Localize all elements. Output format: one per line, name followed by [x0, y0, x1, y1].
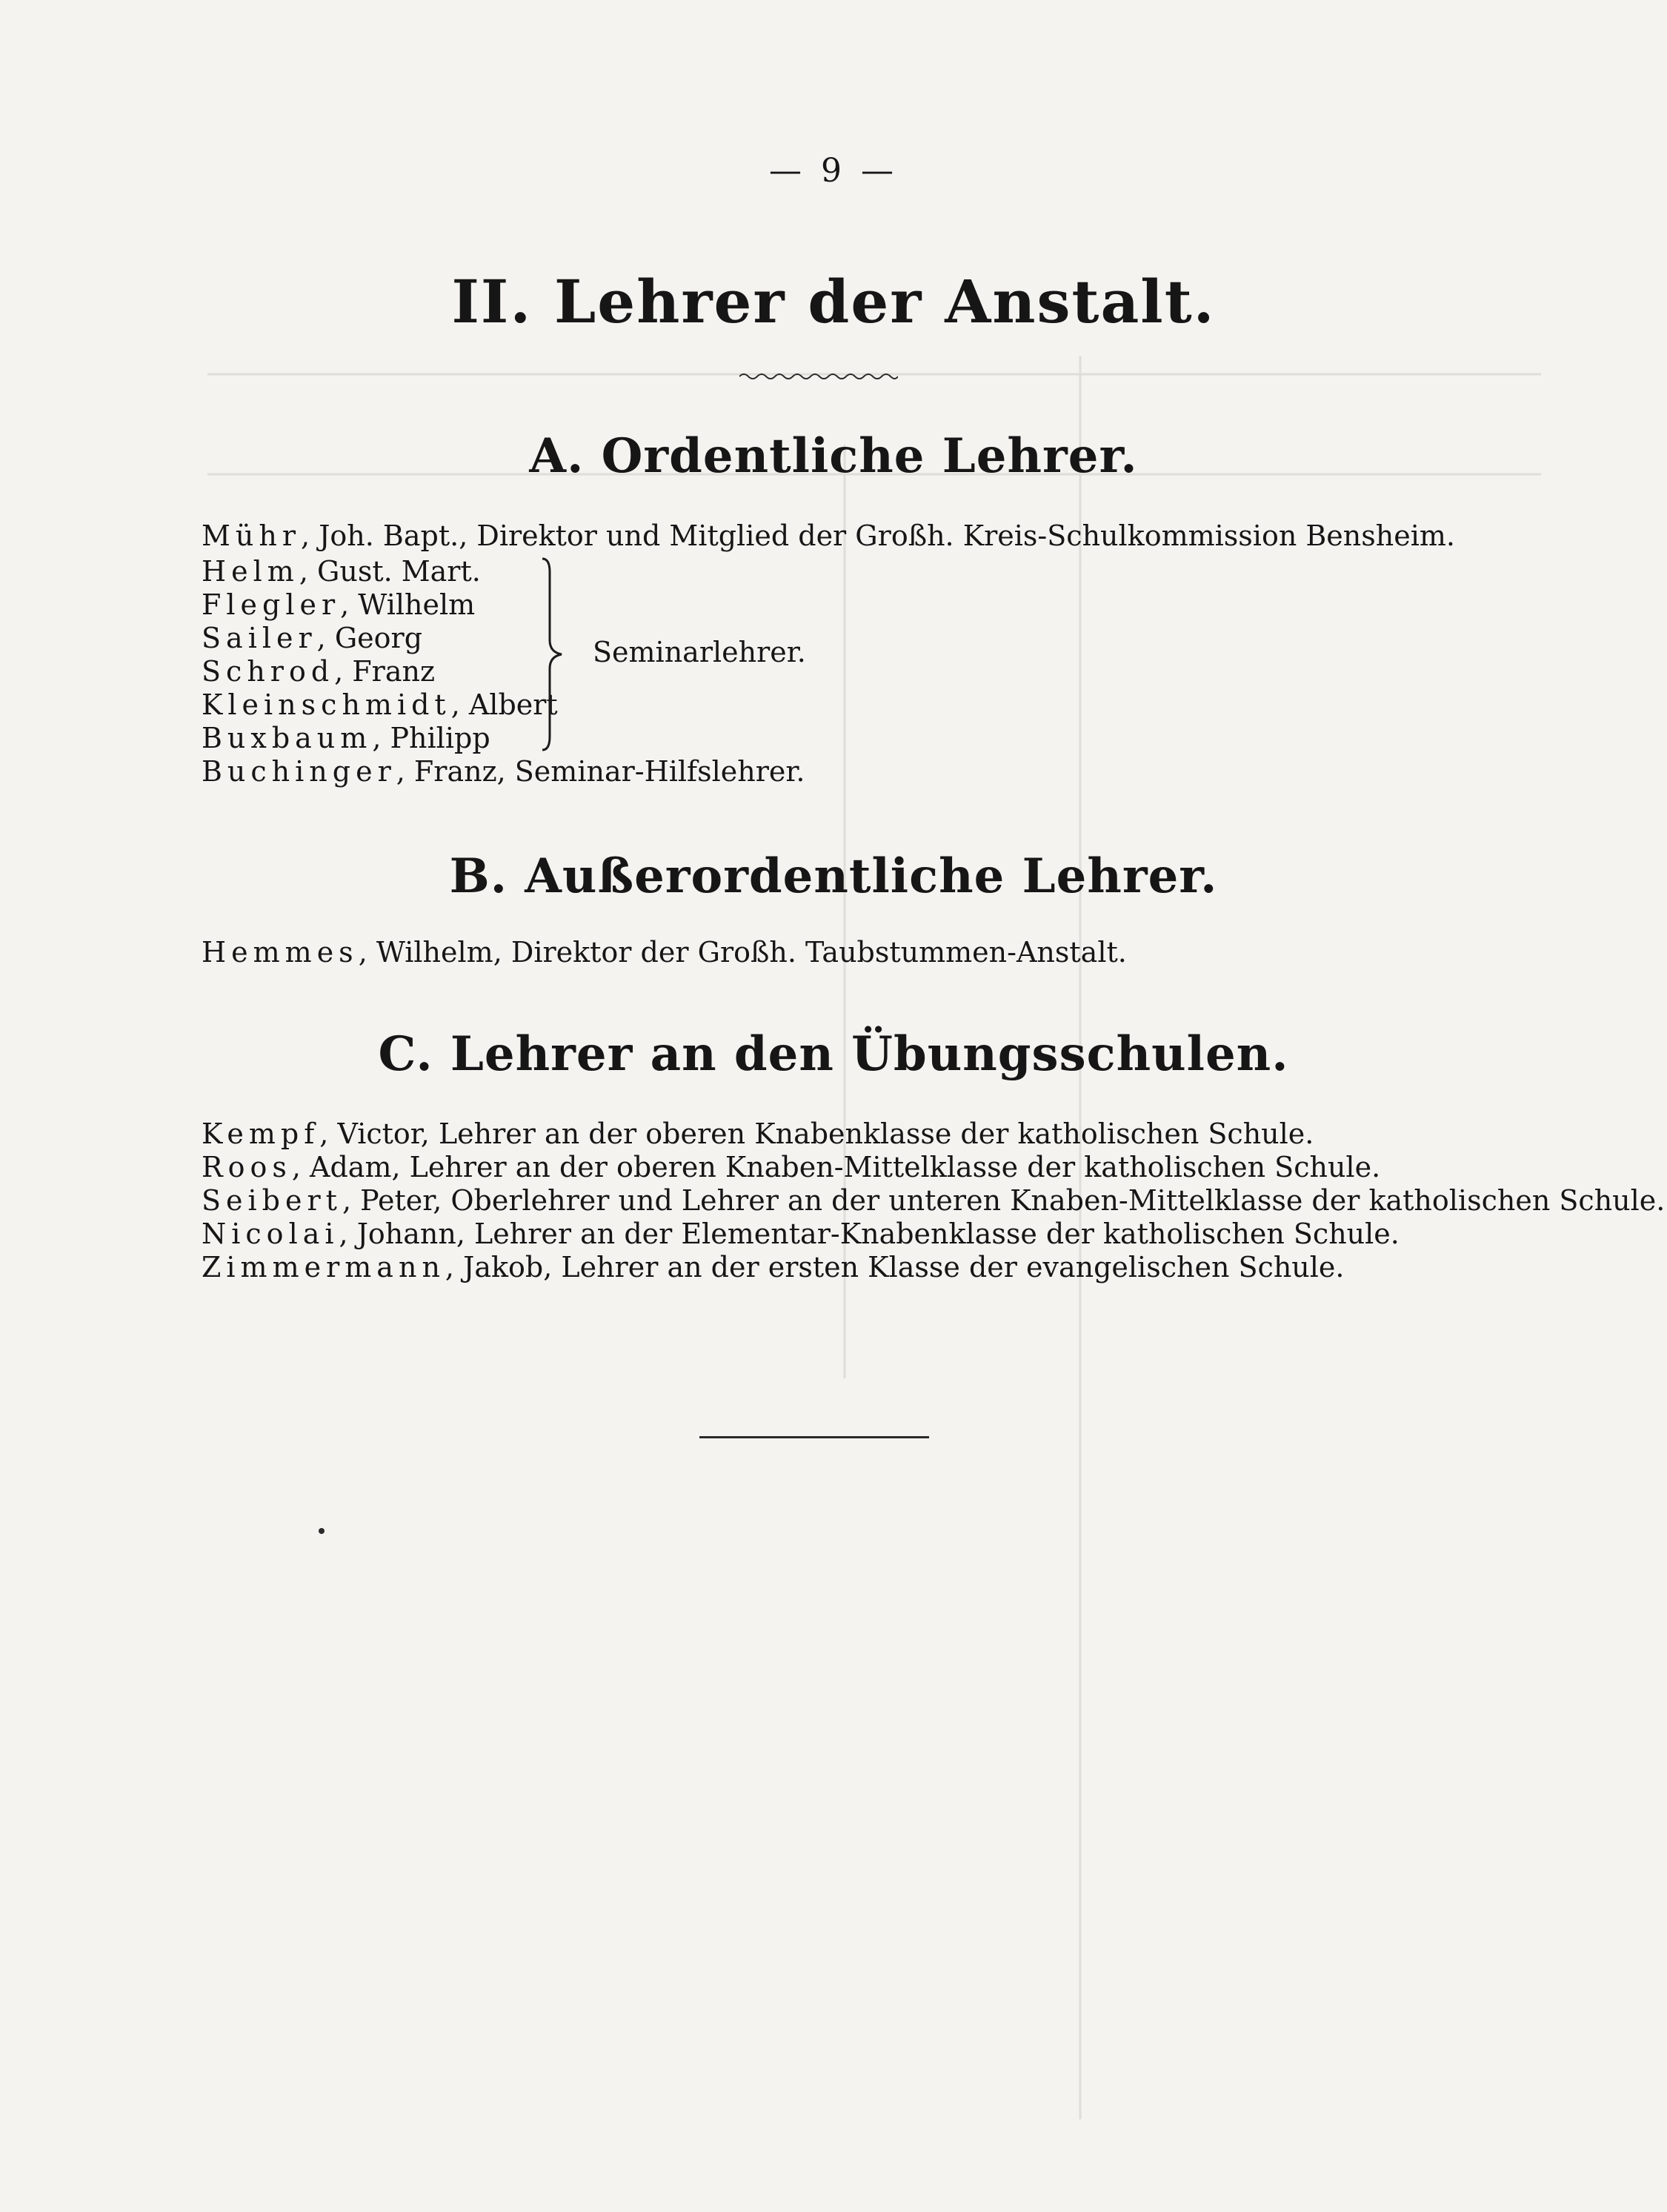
teacher-name: Buxbaum [202, 722, 373, 754]
seminar-teacher-entry [202, 588, 475, 622]
wavy-ornament [739, 371, 898, 382]
curly-brace [539, 557, 569, 751]
teacher-name: Helm [202, 555, 299, 588]
section-c-heading: C. Lehrer an den Übungsschulen. [378, 1026, 1289, 1082]
seminar-teacher-entry [202, 721, 490, 755]
section-b-heading: B. Außerordentliche Lehrer. [449, 848, 1218, 904]
teacher-details: , Peter, Oberlehrer und Lehrer an der unteren Knaben-Mittelklasse der katholischen Schule. [342, 1184, 1666, 1217]
seminar-teacher-entry [202, 621, 422, 655]
teacher-name: Kempf [202, 1117, 320, 1150]
assistant-details: , Franz, Seminar-Hilfslehrer. [396, 755, 805, 788]
teacher-name: Seibert [202, 1184, 342, 1217]
practice-school-teacher-entry [202, 1150, 1380, 1184]
teacher-name: Hemmes [202, 936, 359, 969]
teacher-details: , Wilhelm, Direktor der Großh. Taubstummen-Anstalt. [358, 936, 1127, 969]
teacher-details: , Jakob, Lehrer an der ersten Klasse der evangelischen Schule. [445, 1251, 1345, 1283]
practice-school-teacher-entry [202, 1217, 1400, 1251]
assistant-entry [202, 754, 805, 788]
page-number: — 9 — [769, 152, 898, 190]
ink-speck [319, 1528, 325, 1534]
seminar-group-label: Seminarlehrer. [593, 636, 806, 668]
teacher-details: , Johann, Lehrer an der Elementar-Knabenklasse der katholischen Schule. [339, 1218, 1400, 1250]
seminar-teacher-entry [202, 554, 481, 588]
teacher-name: Flegler [202, 588, 341, 621]
teacher-details: , Philipp [372, 722, 490, 754]
director-details: , Joh. Bapt., Direktor und Mitglied der Großh. Kreis-Schulkommission Bensheim. [301, 519, 1455, 552]
teacher-details: , Franz [334, 655, 435, 688]
page-title: II. Lehrer der Anstalt. [451, 267, 1216, 336]
section-a-heading: A. Ordentliche Lehrer. [529, 428, 1138, 484]
extraordinary-teacher-entry [202, 935, 1127, 969]
teacher-name: Roos [202, 1151, 292, 1183]
practice-school-teacher-entry [202, 1117, 1314, 1151]
teacher-details: , Georg [316, 622, 423, 654]
teacher-name: Sailer [202, 622, 317, 654]
teacher-details: , Gust. Mart. [299, 555, 481, 588]
director-name: Mühr [202, 519, 302, 552]
seminar-teacher-entry [202, 654, 435, 688]
seminar-teacher-entry [202, 688, 558, 722]
teacher-name: Schrod [202, 655, 335, 688]
teacher-name: Zimmermann [202, 1251, 445, 1283]
teacher-name: Nicolai [202, 1218, 339, 1250]
teacher-details: , Victor, Lehrer an der oberen Knabenklasse der katholischen Schule. [319, 1117, 1314, 1150]
teacher-details: , Wilhelm [340, 588, 476, 621]
closing-rule [699, 1436, 929, 1438]
teacher-details: , Adam, Lehrer an der oberen Knaben-Mittelklasse der katholischen Schule. [291, 1151, 1381, 1183]
teacher-details: , Albert [450, 688, 558, 721]
teacher-name: Kleinschmidt [202, 688, 451, 721]
director-entry [202, 519, 1455, 553]
practice-school-teacher-entry [202, 1183, 1665, 1218]
assistant-name: Buchinger [202, 755, 396, 788]
practice-school-teacher-entry [202, 1250, 1345, 1284]
